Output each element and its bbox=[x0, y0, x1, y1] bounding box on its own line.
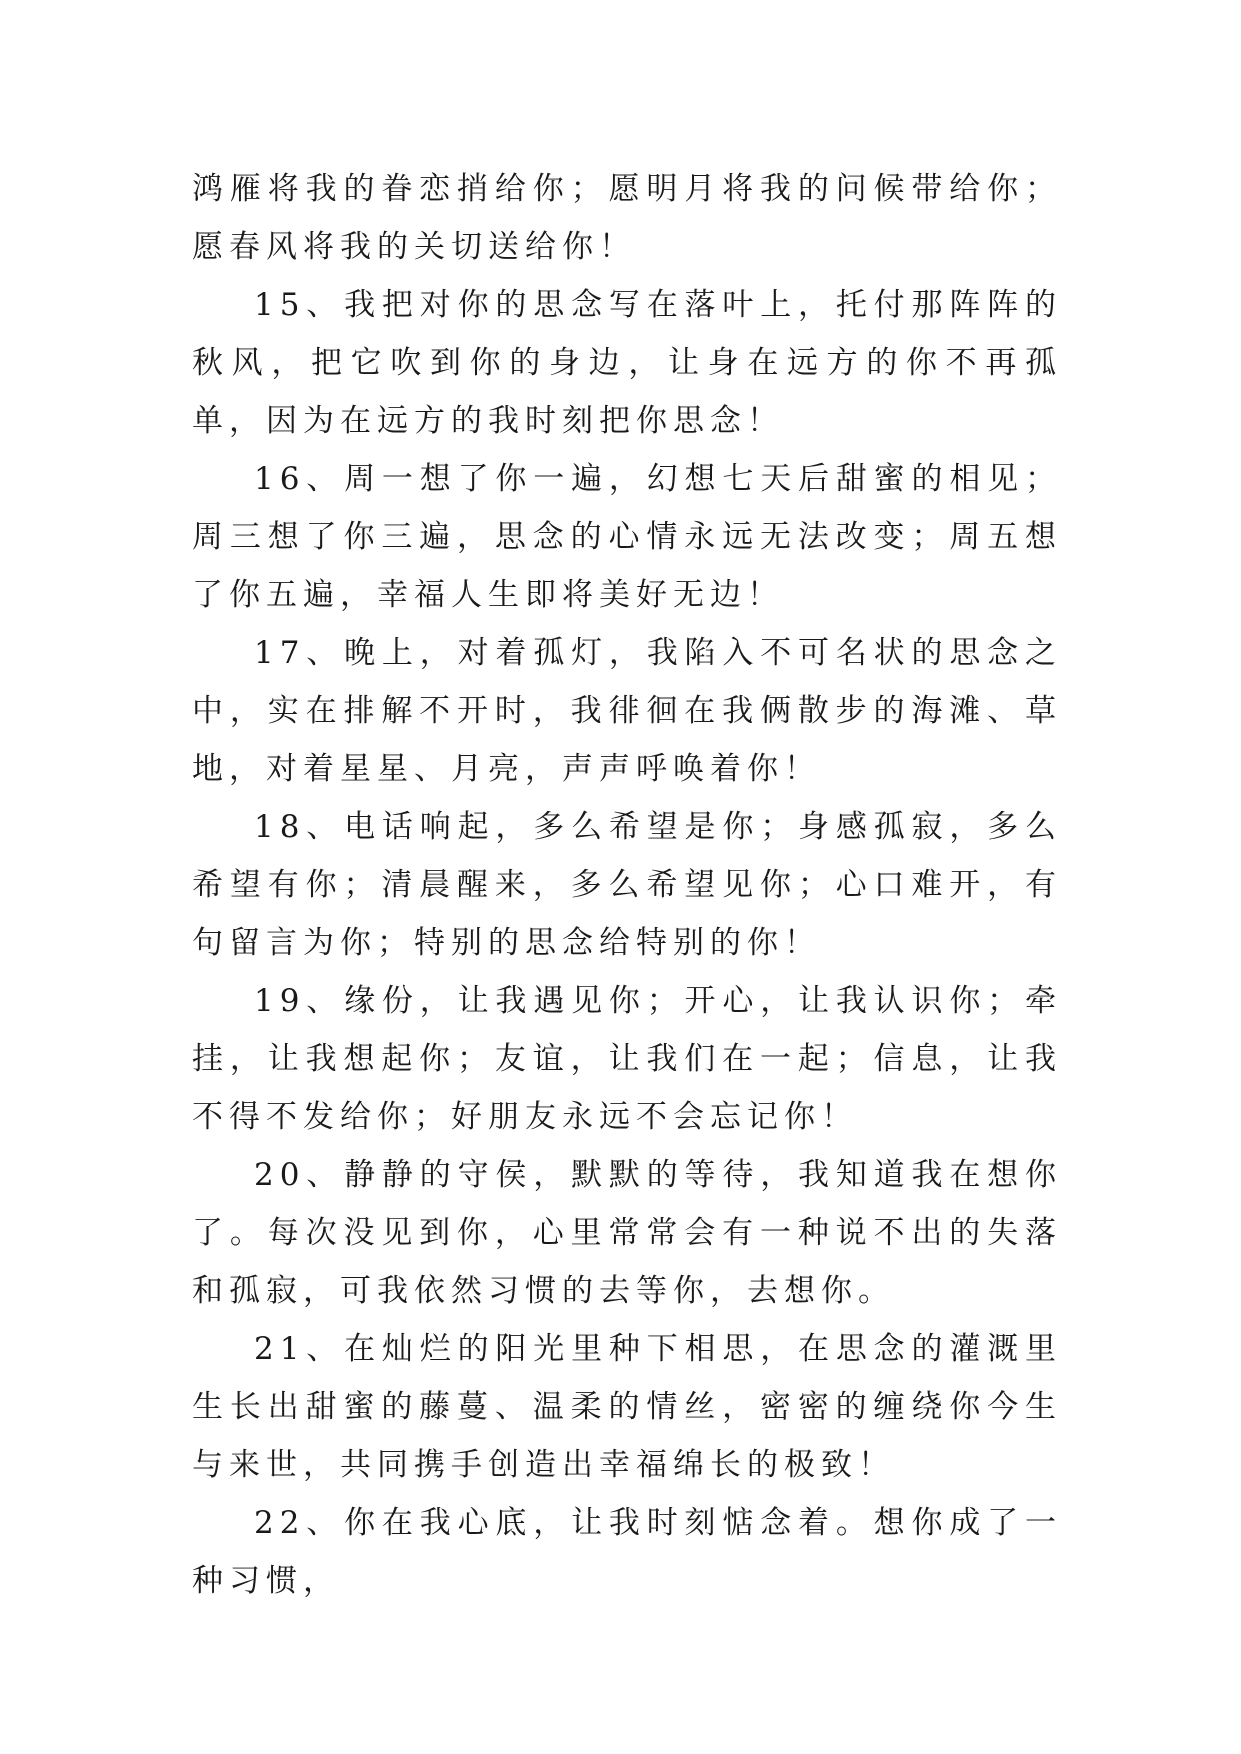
paragraph-21: 21、在灿烂的阳光里种下相思，在思念的灌溉里生长出甜蜜的藤蔓、温柔的情丝，密密的缠绕你今生与来世，共同携手创造出幸福绵长的极致！ bbox=[192, 1331, 1062, 1483]
paragraph-continuation: 鸿雁将我的眷恋捎给你；愿明月将我的问候带给你；愿春风将我的关切送给你！ bbox=[192, 171, 1062, 265]
paragraph-19: 19、缘份，让我遇见你；开心，让我认识你；牵挂，让我想起你；友谊，让我们在一起；信息，让我不得不发给你；好朋友永远不会忘记你！ bbox=[192, 983, 1062, 1135]
paragraph-15: 15、我把对你的思念写在落叶上，托付那阵阵的秋风，把它吹到你的身边，让身在远方的你不再孤单，因为在远方的我时刻把你思念！ bbox=[192, 287, 1062, 439]
paragraph-22: 22、你在我心底，让我时刻惦念着。想你成了一种习惯， bbox=[192, 1505, 1062, 1599]
paragraph-17: 17、晚上，对着孤灯，我陷入不可名状的思念之中，实在排解不开时，我徘徊在我俩散步的海滩、草地，对着星星、月亮，声声呼唤着你！ bbox=[192, 635, 1062, 787]
paragraph-16: 16、周一想了你一遍，幻想七天后甜蜜的相见；周三想了你三遍，思念的心情永远无法改变；周五想了你五遍，幸福人生即将美好无边！ bbox=[192, 461, 1062, 613]
paragraph-18: 18、电话响起，多么希望是你；身感孤寂，多么希望有你；清晨醒来，多么希望见你；心口难开，有句留言为你；特别的思念给特别的你！ bbox=[192, 809, 1062, 961]
document-body bbox=[192, 160, 1062, 1610]
paragraph-20: 20、静静的守侯，默默的等待，我知道我在想你了。每次没见到你，心里常常会有一种说不出的失落和孤寂，可我依然习惯的去等你，去想你。 bbox=[192, 1157, 1062, 1309]
